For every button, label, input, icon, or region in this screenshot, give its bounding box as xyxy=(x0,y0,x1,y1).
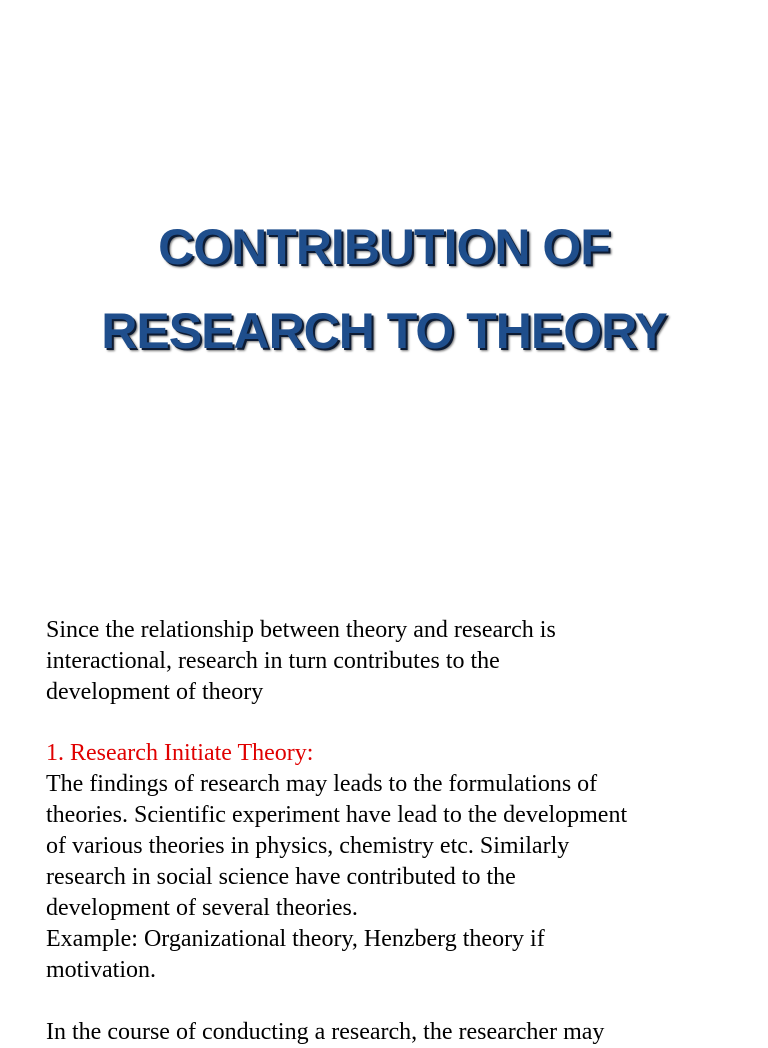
intro-line-3: development of theory xyxy=(46,679,264,705)
section-heading-text: 1. Research Initiate Theory xyxy=(46,740,307,766)
section-line-5: development of several theories. xyxy=(46,895,358,921)
section-line-3: of various theories in physics, chemistry etc. Similarly xyxy=(46,833,570,859)
section-line-4: research in social science have contributed to the xyxy=(46,864,516,890)
title-line-1: CONTRIBUTION OF xyxy=(158,219,610,275)
section-heading-colon: : xyxy=(306,740,314,766)
next-paragraph xyxy=(46,1017,746,1048)
page-title xyxy=(0,205,768,373)
next-paragraph-line-1: In the course of conducting a research, the researcher may xyxy=(46,1019,605,1045)
title-line-2: RESEARCH TO THEORY xyxy=(101,303,667,359)
section-line-6: Example: Organizational theory, Henzberg theory if xyxy=(46,926,545,952)
section-line-2: theories. Scientific experiment have lead to the development xyxy=(46,802,628,828)
intro-paragraph xyxy=(46,615,746,708)
section-body xyxy=(46,769,746,986)
content-body xyxy=(46,615,746,1048)
section-line-1: The findings of research may leads to the formulations of xyxy=(46,771,598,797)
intro-line-1: Since the relationship between theory and research is xyxy=(46,617,556,643)
intro-line-2: interactional, research in turn contributes to the xyxy=(46,648,500,674)
section-line-7: motivation. xyxy=(46,957,156,983)
section-heading xyxy=(46,738,746,769)
